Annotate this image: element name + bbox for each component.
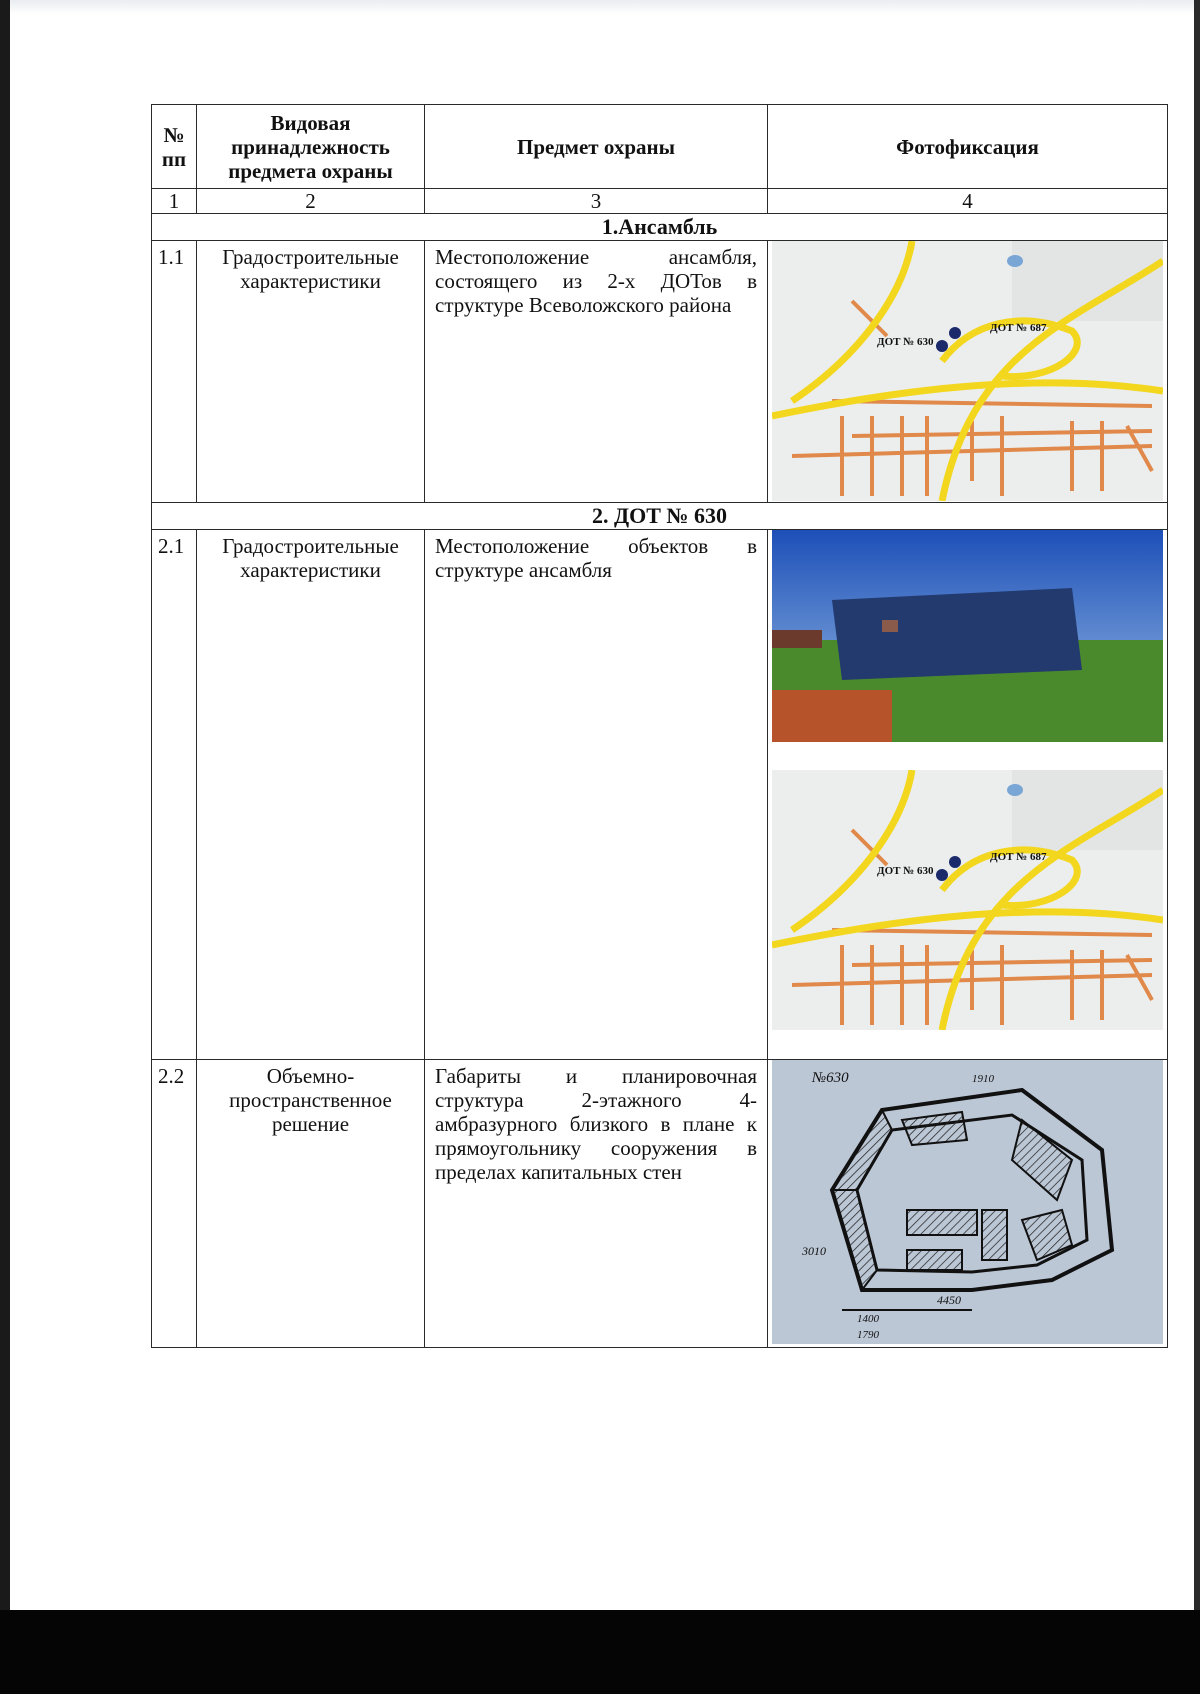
header-row	[152, 105, 1168, 189]
protection-subject-table	[151, 104, 1168, 1348]
row-number: 2.2	[152, 1060, 197, 1348]
sketch-label: 1790	[857, 1329, 879, 1341]
header-kind: Видовая принадлежность предмета охраны	[197, 105, 425, 189]
sketch-label: 1400	[857, 1313, 879, 1325]
map-label: ДОТ № 687	[990, 851, 1047, 863]
floor-plan-sketch	[772, 1060, 1163, 1344]
scan-bottom-edge	[0, 1610, 1200, 1694]
row-number: 1.1	[152, 241, 197, 503]
section-title: 1.Ансамбль	[152, 214, 1168, 241]
scan-edge-left	[0, 0, 10, 1610]
row-kind: Градостроительные характеристики	[197, 530, 425, 1060]
map-label: ДОТ № 630	[877, 336, 934, 348]
sketch-label: 1910	[972, 1073, 994, 1085]
row-subject: Габариты и планировочная структура 2-этажного 4-амбразурного близкого в плане к прямоугольнику сооружения в пределах капитальных стен	[425, 1060, 768, 1348]
row-subject: Местоположение объектов в структуре ансамбля	[425, 530, 768, 1060]
row-kind: Градостроительные характеристики	[197, 241, 425, 503]
sketch-label: 3010	[802, 1244, 826, 1258]
sketch-label: 4450	[937, 1293, 961, 1307]
row-photo	[768, 530, 1168, 1060]
dot-marker	[936, 869, 948, 881]
column-number: 4	[768, 189, 1168, 214]
column-number: 3	[425, 189, 768, 214]
scan-top-haze	[10, 0, 1194, 14]
dot-marker	[949, 856, 961, 868]
column-number: 2	[197, 189, 425, 214]
row-number: 2.1	[152, 530, 197, 1060]
bunker-photo	[772, 530, 1163, 742]
header-number: № пп	[152, 105, 197, 189]
map-label: ДОТ № 687	[990, 322, 1047, 334]
table-row	[152, 1060, 1168, 1348]
bunker-location-map	[772, 770, 1163, 1030]
section-title-row	[152, 503, 1168, 530]
dot-marker	[936, 340, 948, 352]
row-photo	[768, 1060, 1168, 1348]
dot-marker	[949, 327, 961, 339]
header-photo: Фотофиксация	[768, 105, 1168, 189]
row-kind: Объемно-пространственное решение	[197, 1060, 425, 1348]
table-row	[152, 241, 1168, 503]
row-subject: Местоположение ансамбля, состоящего из 2-х ДОТов в структуре Всеволожского района	[425, 241, 768, 503]
column-number: 1	[152, 189, 197, 214]
map-label: ДОТ № 630	[877, 865, 934, 877]
header-subject: Предмет охраны	[425, 105, 768, 189]
scan-edge-right	[1194, 0, 1200, 1610]
column-number-row	[152, 189, 1168, 214]
section-title-row	[152, 214, 1168, 241]
section-title: 2. ДОТ № 630	[152, 503, 1168, 530]
ensemble-map-image	[772, 241, 1163, 501]
row-photo	[768, 241, 1168, 503]
sketch-label: №630	[812, 1070, 849, 1086]
table-row	[152, 530, 1168, 1060]
